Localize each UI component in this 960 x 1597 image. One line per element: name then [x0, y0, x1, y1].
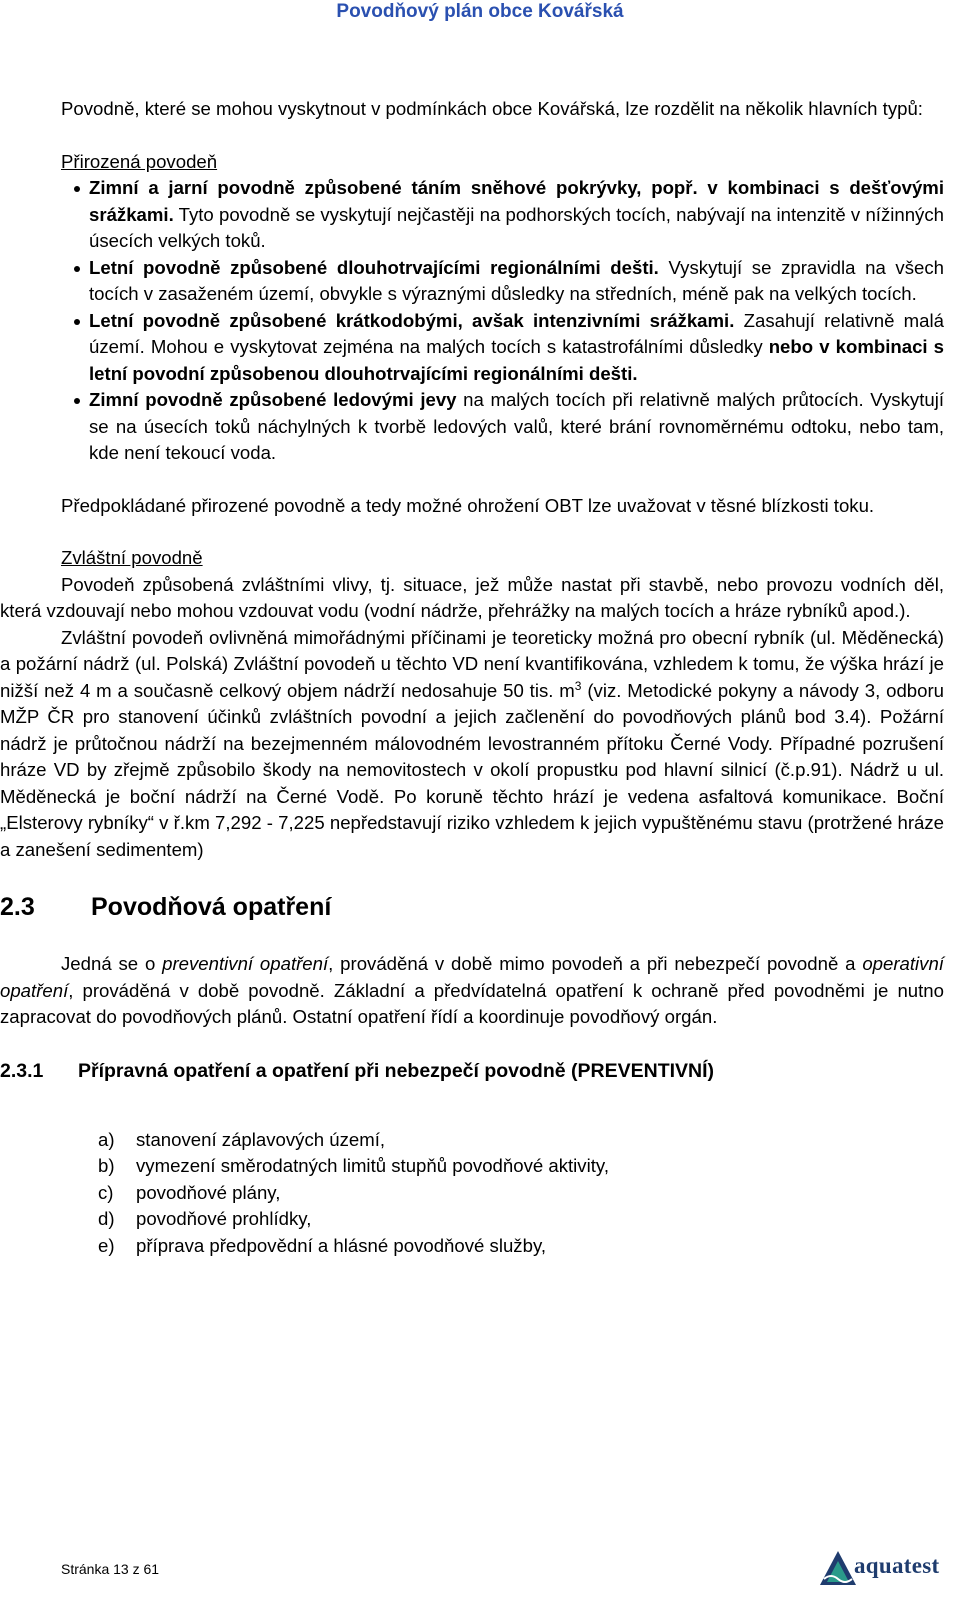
- aquatest-logo: [818, 1545, 960, 1597]
- bullet-icon: [74, 266, 80, 272]
- logo-text: aquatest: [854, 1553, 940, 1578]
- special-paragraph-1: Povodeň způsobená zvláštními vlivy, tj. situace, jež může nastat při stavbě, nebo provozu vodních děl, která vzdouvají nebo mohou vzdouvat vodu (vodní nádrže, přehrážky na malých tocích a hráze rybníků apod.).: [0, 573, 944, 621]
- special-paragraph-2: Zvláštní povodeň ovlivněná mimořádnými příčinami je teoreticky možná pro obecní rybník (ul. Měděnecká) a požární nádrž (ul. Polská) Zvláštní povodeň u těchto VD není kvantifikována, vzhledem k tomu, že výška hrází je nižší než 4 m a současně celkový objem nádrží nedosahuje 50 tis. $m^3$ (viz. Metodické pokyny a návody 3, odboru MŽP ČR pro stanovení účinků zvláštních povodní a jejich začlenění do povodňových plánů bod 3.4). Požární nádrž je průtočnou nádrží na bezejmenném málovodném levostranném přítoku Černé Vody. Případné pozrušení hráze VD by zřejmě způsobilo škody na nemovitostech v okolí propustku pod hlavní silnicí (č.p.91). Nádrž u ul. Měděnecká je boční nádrží na Černé Vodě. Po koruně těchto hrází je vedena asfaltová komunikace. Boční „Elsterovy rybníky“ v ř.km 7,292 - 7,225 nepředstavují riziko vzhledem k jejich vypuštěnému stavu (protržené hráze a zanešení sedimentem): [0, 626, 944, 860]
- list-item: d) povodňové prohlídky,: [98, 1208, 312, 1229]
- list-item: Letní povodně způsobené krátkodobými, avšak intenzivními srážkami. Zasahují relativně malá území. Mohou e vyskytovat zejména na malých tocích s katastrofálními důsledky nebo v kombinaci s letní povodní způsobenou dlouhotrvajícími regionálními dešti.: [0, 308, 960, 388]
- page-header: [0, 0, 960, 24]
- section-2-3-paragraph: Jedná se o preventivní opatření, prováděná v době mimo povodeň a při nebezpečí povodně a operativní opatření, prováděná v době povodně. Základní a předvídatelná opatření k ochraně před povodněmi je nutno zapracovat do povodňových plánů. Ostatní opatření řídí a koordinuje povodňový orgán.: [0, 953, 944, 1027]
- bullet-icon: [74, 398, 80, 404]
- list-item: a) stanovení záplavových území,: [98, 1128, 386, 1150]
- page-number: Stránka 13 z 61: [61, 1561, 160, 1577]
- preventive-measures-list: [0, 1127, 960, 1260]
- list-item: b) vymezení směrodatných limitů stupňů povodňové aktivity,: [98, 1155, 609, 1176]
- section-2-3-1-heading: 2.3.1 Přípravná opatření a opatření při nebezpečí povodně (PREVENTIVNÍ): [0, 1059, 715, 1082]
- intro-paragraph: Povodně, které se mohou vyskytnout v podmínkách obce Kovářská, lze rozdělit na několik hlavních typů:: [61, 98, 923, 119]
- section-2-3-heading: 2.3 Povodňová opatření: [0, 893, 332, 921]
- natural-conclusion: Předpokládané přirozené povodně a tedy možné ohrožení OBT lze uvažovat v těsné blízkosti toku.: [61, 494, 875, 516]
- list-item: e) příprava předpovědní a hlásné povodňové služby,: [98, 1234, 547, 1256]
- page-content: [0, 96, 960, 1259]
- natural-flood-heading: [0, 149, 960, 176]
- list-item: Letní povodně způsobené dlouhotrvajícími regionálními dešti. Vyskytují se zpravidla na všech tocích v zasaženém území, obvykle s výraznými důsledky na středních, méně pak na velkých tocích.: [0, 255, 960, 308]
- bullet-icon: [74, 186, 80, 192]
- logo-mark-icon: [818, 1549, 858, 1589]
- special-flood-heading-text: Zvláštní povodně: [61, 547, 203, 568]
- header-title: Povodňový plán obce Kovářská: [336, 1, 624, 22]
- list-item: Zimní povodně způsobené ledovými jevy na malých tocích při relativně malých průtocích. Vyskytují se na úsecích toků náchylných k tvorbě ledových valů, které brání rovnoměrnému odtoku, nebo tam, kde není tekoucí voda.: [0, 387, 960, 467]
- bullet-icon: [74, 319, 80, 325]
- natural-flood-list: [0, 175, 960, 467]
- list-item: c) povodňové plány,: [98, 1181, 281, 1203]
- special-flood-heading: [0, 545, 960, 572]
- list-item: Zimní a jarní povodně způsobené táním sněhové pokrývky, popř. v kombinaci s dešťovými srážkami. Tyto povodně se vyskytují nejčastěji na podhorských tocích, nabývají na intenzitě v nížinných úsecích velkých toků.: [0, 175, 960, 255]
- natural-flood-heading-text: Přirozená povodeň: [61, 150, 218, 172]
